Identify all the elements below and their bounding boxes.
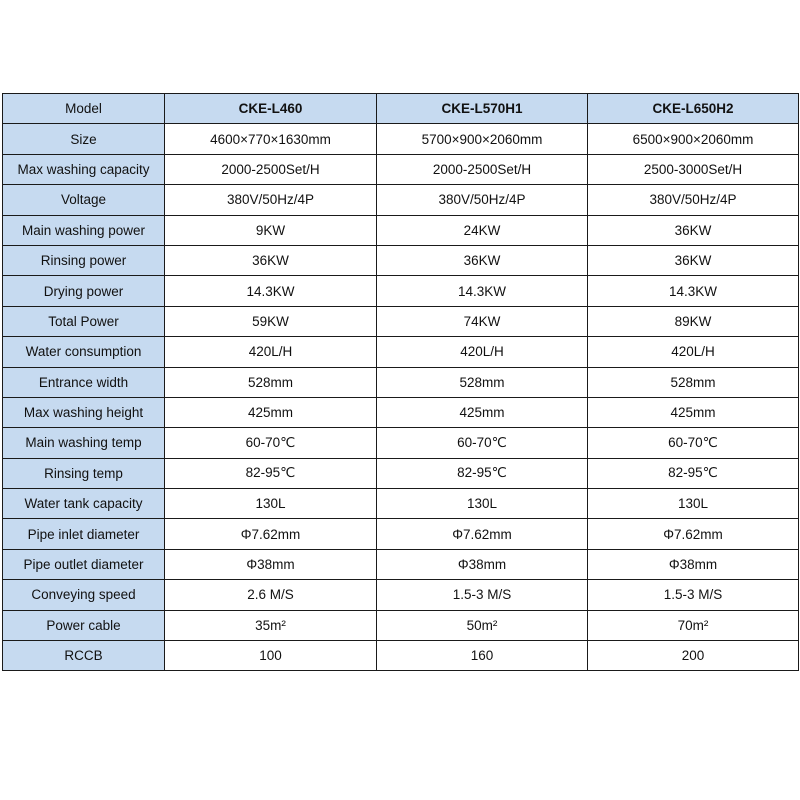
table-row bbox=[3, 306, 799, 336]
row-value: 2.6 M/S bbox=[165, 580, 377, 610]
row-value: 425mm bbox=[588, 397, 799, 427]
row-value: 528mm bbox=[165, 367, 377, 397]
row-value: 425mm bbox=[165, 397, 377, 427]
table-row bbox=[3, 519, 799, 549]
row-label: Pipe inlet diameter bbox=[3, 519, 165, 549]
row-label: Entrance width bbox=[3, 367, 165, 397]
header-model-l570h1: CKE-L570H1 bbox=[377, 94, 588, 124]
table-row bbox=[3, 610, 799, 640]
row-value: 36KW bbox=[165, 245, 377, 275]
row-value: 60-70℃ bbox=[377, 428, 588, 458]
row-label: Max washing capacity bbox=[3, 154, 165, 184]
row-value: 9KW bbox=[165, 215, 377, 245]
row-value: 420L/H bbox=[377, 337, 588, 367]
table-row bbox=[3, 428, 799, 458]
row-label: Water tank capacity bbox=[3, 489, 165, 519]
row-value: 380V/50Hz/4P bbox=[588, 185, 799, 215]
row-value: 200 bbox=[588, 641, 799, 671]
row-value: 36KW bbox=[588, 215, 799, 245]
table-row bbox=[3, 124, 799, 154]
row-label: Total Power bbox=[3, 306, 165, 336]
header-model-l650h2: CKE-L650H2 bbox=[588, 94, 799, 124]
header-model-label: Model bbox=[3, 94, 165, 124]
row-value: 82-95℃ bbox=[588, 458, 799, 488]
row-value: 130L bbox=[165, 489, 377, 519]
table-row bbox=[3, 549, 799, 579]
row-value: 59KW bbox=[165, 306, 377, 336]
table-row bbox=[3, 580, 799, 610]
table-row bbox=[3, 215, 799, 245]
table-row bbox=[3, 185, 799, 215]
row-value: 2000-2500Set/H bbox=[165, 154, 377, 184]
row-value: 70m² bbox=[588, 610, 799, 640]
row-value: 35m² bbox=[165, 610, 377, 640]
table-row bbox=[3, 337, 799, 367]
row-label: Rinsing power bbox=[3, 245, 165, 275]
row-label: Max washing height bbox=[3, 397, 165, 427]
table-row bbox=[3, 367, 799, 397]
row-value: 380V/50Hz/4P bbox=[377, 185, 588, 215]
row-value: 100 bbox=[165, 641, 377, 671]
row-label: Water consumption bbox=[3, 337, 165, 367]
row-label: Conveying speed bbox=[3, 580, 165, 610]
row-value: 60-70℃ bbox=[165, 428, 377, 458]
row-value: 420L/H bbox=[165, 337, 377, 367]
row-value: Φ38mm bbox=[165, 549, 377, 579]
row-value: 6500×900×2060mm bbox=[588, 124, 799, 154]
row-label: Main washing power bbox=[3, 215, 165, 245]
row-label: Size bbox=[3, 124, 165, 154]
row-value: 130L bbox=[377, 489, 588, 519]
row-value: 5700×900×2060mm bbox=[377, 124, 588, 154]
row-label: Power cable bbox=[3, 610, 165, 640]
row-value: 380V/50Hz/4P bbox=[165, 185, 377, 215]
row-value: 74KW bbox=[377, 306, 588, 336]
row-value: 2500-3000Set/H bbox=[588, 154, 799, 184]
spec-table bbox=[2, 93, 799, 671]
row-value: Φ7.62mm bbox=[377, 519, 588, 549]
row-label: Pipe outlet diameter bbox=[3, 549, 165, 579]
row-value: 1.5-3 M/S bbox=[588, 580, 799, 610]
table-row bbox=[3, 245, 799, 275]
header-model-l460: CKE-L460 bbox=[165, 94, 377, 124]
row-value: Φ38mm bbox=[588, 549, 799, 579]
table-row bbox=[3, 276, 799, 306]
row-value: 24KW bbox=[377, 215, 588, 245]
table-row bbox=[3, 489, 799, 519]
row-value: 36KW bbox=[588, 245, 799, 275]
row-value: 14.3KW bbox=[588, 276, 799, 306]
table-row bbox=[3, 154, 799, 184]
row-value: Φ38mm bbox=[377, 549, 588, 579]
row-value: 82-95℃ bbox=[165, 458, 377, 488]
row-label: Rinsing temp bbox=[3, 458, 165, 488]
row-value: 82-95℃ bbox=[377, 458, 588, 488]
row-value: 425mm bbox=[377, 397, 588, 427]
row-value: 1.5-3 M/S bbox=[377, 580, 588, 610]
row-value: 4600×770×1630mm bbox=[165, 124, 377, 154]
header-row bbox=[3, 94, 799, 124]
row-value: Φ7.62mm bbox=[588, 519, 799, 549]
row-value: 528mm bbox=[377, 367, 588, 397]
table-row bbox=[3, 641, 799, 671]
row-value: 2000-2500Set/H bbox=[377, 154, 588, 184]
row-value: 50m² bbox=[377, 610, 588, 640]
row-value: 14.3KW bbox=[377, 276, 588, 306]
row-value: 528mm bbox=[588, 367, 799, 397]
row-value: 14.3KW bbox=[165, 276, 377, 306]
row-value: 420L/H bbox=[588, 337, 799, 367]
row-value: Φ7.62mm bbox=[165, 519, 377, 549]
row-label: Drying power bbox=[3, 276, 165, 306]
row-value: 89KW bbox=[588, 306, 799, 336]
row-value: 60-70℃ bbox=[588, 428, 799, 458]
table-row bbox=[3, 397, 799, 427]
row-label: Main washing temp bbox=[3, 428, 165, 458]
table-row bbox=[3, 458, 799, 488]
row-label: RCCB bbox=[3, 641, 165, 671]
row-value: 160 bbox=[377, 641, 588, 671]
row-value: 130L bbox=[588, 489, 799, 519]
row-value: 36KW bbox=[377, 245, 588, 275]
row-label: Voltage bbox=[3, 185, 165, 215]
